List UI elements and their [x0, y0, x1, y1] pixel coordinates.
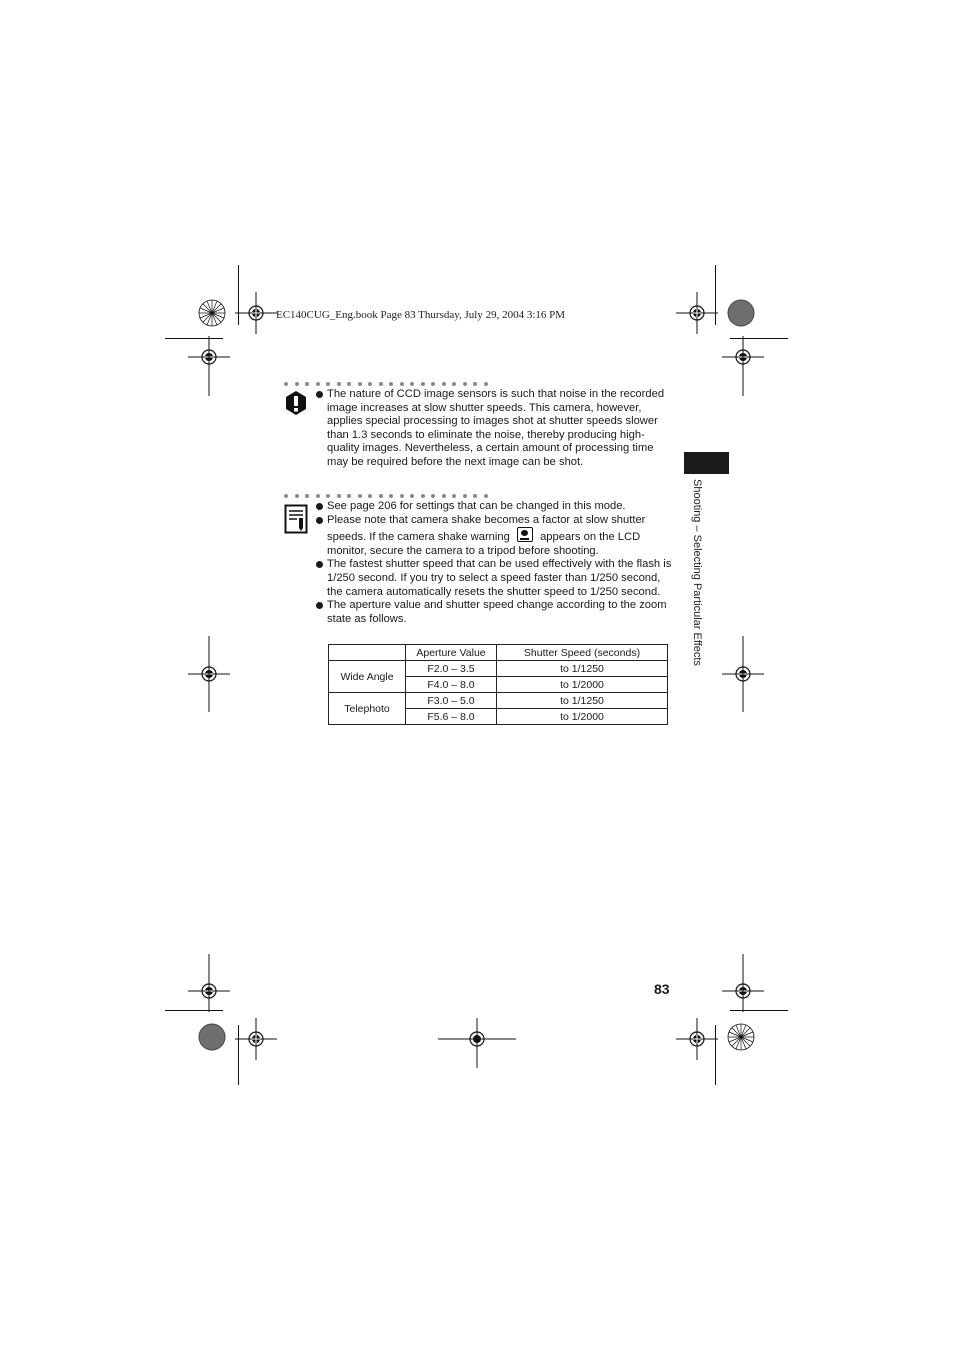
- table-cell: to 1/1250: [497, 661, 668, 677]
- note-memo-icon: [284, 504, 309, 534]
- note-camera-shake-text-b: appears on the LCD monitor, secure the camera to a tripod before shooting.: [327, 531, 641, 557]
- table-header-row: [329, 645, 668, 661]
- registration-mark: [235, 1018, 277, 1060]
- caution-divider-dots: [284, 381, 494, 387]
- registration-mark: [235, 292, 277, 334]
- notes-list: [316, 500, 672, 626]
- note-camera-shake-text-a: Please note that camera shake becomes a factor at slow shutter speeds. If the camera shake warning: [327, 513, 646, 544]
- table-header-cell: Shutter Speed (seconds): [497, 645, 668, 661]
- table-cell: to 1/2000: [497, 677, 668, 693]
- table-cell: F4.0 – 8.0: [406, 677, 497, 693]
- table-cell: F2.0 – 3.5: [406, 661, 497, 677]
- aperture-shutter-table: [328, 644, 668, 725]
- caution-item: The nature of CCD image sensors is such that noise in the recorded image increases at slow shutter speeds. This camera, however, applies special processing to images shot at shutter speeds slower than 1.3 seconds to eliminate the noise, thereby producing high-quality images. Nevertheless, a certain amount of processing time may be required before the next image can be shot.: [316, 388, 670, 470]
- starburst-mark: [728, 1024, 754, 1050]
- table-row: [329, 661, 668, 677]
- gray-mark: [199, 1024, 225, 1050]
- page-number: 83: [654, 981, 670, 997]
- table-group-cell: Wide Angle: [329, 661, 406, 693]
- table-header-cell: [329, 645, 406, 661]
- registration-mark: [676, 1018, 718, 1060]
- starburst-mark: [199, 300, 225, 326]
- note-item-settings: See page 206 for settings that can be changed in this mode.: [316, 500, 672, 514]
- table-cell: to 1/1250: [497, 693, 668, 709]
- table-group-cell: Telephoto: [329, 693, 406, 725]
- notes-divider-dots: [284, 493, 494, 499]
- note-item-zoom-state: The aperture value and shutter speed change according to the zoom state as follows.: [316, 599, 672, 626]
- section-side-label: Shooting – Selecting Particular Effects: [691, 479, 703, 666]
- registration-mark: [676, 292, 718, 334]
- book-header-line: EC140CUG_Eng.book Page 83 Thursday, July 29, 2004 3:16 PM: [276, 309, 566, 321]
- table-cell: F5.6 – 8.0: [406, 709, 497, 725]
- camera-shake-warning-icon: [517, 527, 533, 542]
- note-item-flash-speed: The fastest shutter speed that can be used effectively with the flash is 1/250 second. If you try to select a speed faster than 1/250 second, the camera automatically resets the shutter speed to 1/250 second.: [316, 558, 672, 599]
- table-cell: to 1/2000: [497, 709, 668, 725]
- table-cell: F3.0 – 5.0: [406, 693, 497, 709]
- note-item-camera-shake: [316, 514, 672, 559]
- table-header-cell: Aperture Value: [406, 645, 497, 661]
- section-side-tab: [684, 452, 729, 474]
- table-row: [329, 693, 668, 709]
- caution-list: [316, 388, 670, 470]
- caution-exclamation-icon: [284, 390, 308, 416]
- gray-mark: [728, 300, 754, 326]
